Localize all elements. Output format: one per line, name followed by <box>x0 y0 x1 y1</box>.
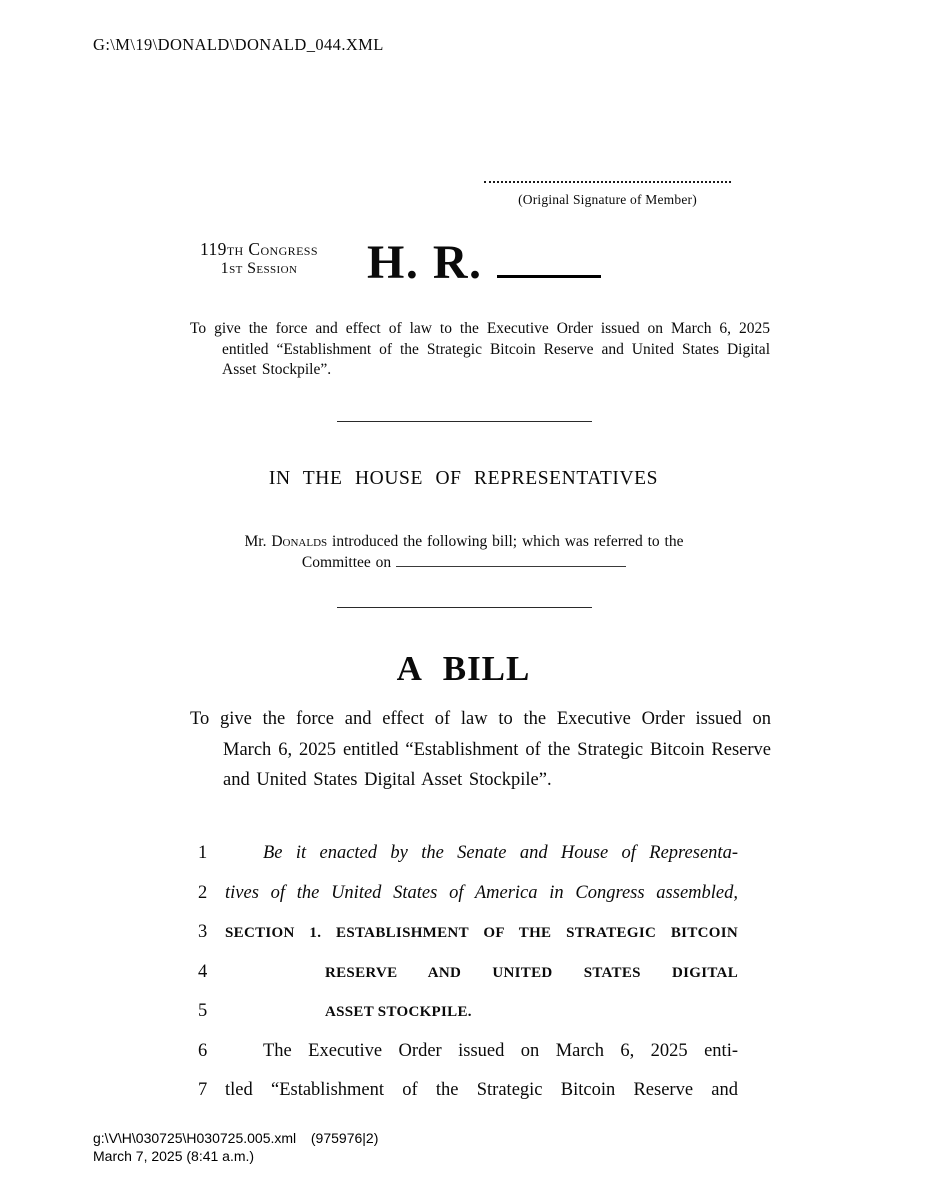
a-bill-heading: A BILL <box>396 649 531 688</box>
congress-number: 119th Congress <box>200 239 318 259</box>
bill-body <box>198 843 738 1120</box>
line-text: SECTION 1. ESTABLISHMENT OF THE STRATEGIC BITCOIN <box>225 925 738 941</box>
preamble-title: To give the force and effect of law to the Executive Order issued on March 6, 2025 entitled “Establishment of the Strategic Bitcoin Reserve and United States Digital Asset Stockpile”. <box>190 320 770 378</box>
divider-rule-bottom <box>337 607 592 608</box>
line-text: tives of the United States of America in Congress assembled, <box>225 882 738 903</box>
introduction-prefix: Mr. <box>244 533 267 550</box>
line-number: 4 <box>198 961 208 982</box>
line-number: 1 <box>198 843 208 863</box>
introduction-text: introduced the following bill; which was referred to the Committee on <box>301 533 684 571</box>
line-text: Be it enacted by the Senate and House of Representa- <box>263 843 738 863</box>
house-heading: IN THE HOUSE OF REPRESENTATIVES <box>268 468 659 489</box>
bill-number-line <box>367 231 601 290</box>
bill-line <box>198 883 738 923</box>
congress-session-block <box>186 239 332 278</box>
footer <box>93 1129 378 1165</box>
signature-dotted-line <box>484 181 731 183</box>
bill-line <box>198 962 738 1002</box>
footer-row <box>93 1129 378 1147</box>
bill-line <box>198 1001 738 1041</box>
line-number: 3 <box>198 922 208 942</box>
line-number: 5 <box>198 1001 208 1021</box>
line-text: RESERVE AND UNITED STATES DIGITAL <box>325 964 738 981</box>
divider-rule-top <box>337 421 592 422</box>
footer-code: (975976|2) <box>310 1130 379 1146</box>
line-text: ASSET STOCKPILE. <box>325 1004 472 1020</box>
line-text: tled “Establishment of the Strategic Bitcoin Reserve and <box>225 1080 738 1100</box>
bill-number-blank-line <box>497 231 601 278</box>
signature-caption: (Original Signature of Member) <box>518 192 697 207</box>
bill-line <box>198 843 738 883</box>
signature-block <box>484 181 731 208</box>
member-name: Donalds <box>271 533 328 550</box>
line-number: 2 <box>198 882 208 903</box>
bill-line <box>198 1080 738 1120</box>
footer-file-path: g:\V\H\030725\H030725.005.xml <box>93 1130 297 1146</box>
footer-date: March 7, 2025 (8:41 a.m.) <box>93 1148 255 1164</box>
bill-number-prefix: H. R. <box>367 236 483 289</box>
committee-blank-line <box>396 553 626 567</box>
xml-file-path: G:\M\19\DONALD\DONALD_044.XML <box>93 35 384 54</box>
introduction-paragraph <box>208 531 720 573</box>
long-title: To give the force and effect of law to the Executive Order issued on March 6, 2025 entitled “Establishment of the Strategic Bitcoin Reserve and United States Digital Asset Stockpile”. <box>190 709 771 790</box>
session-number: 1st Session <box>220 260 298 277</box>
line-number: 7 <box>198 1080 208 1100</box>
line-number: 6 <box>198 1040 208 1061</box>
line-text: The Executive Order issued on March 6, 2025 enti- <box>263 1040 738 1061</box>
bill-line <box>198 922 738 962</box>
bill-line <box>198 1041 738 1081</box>
